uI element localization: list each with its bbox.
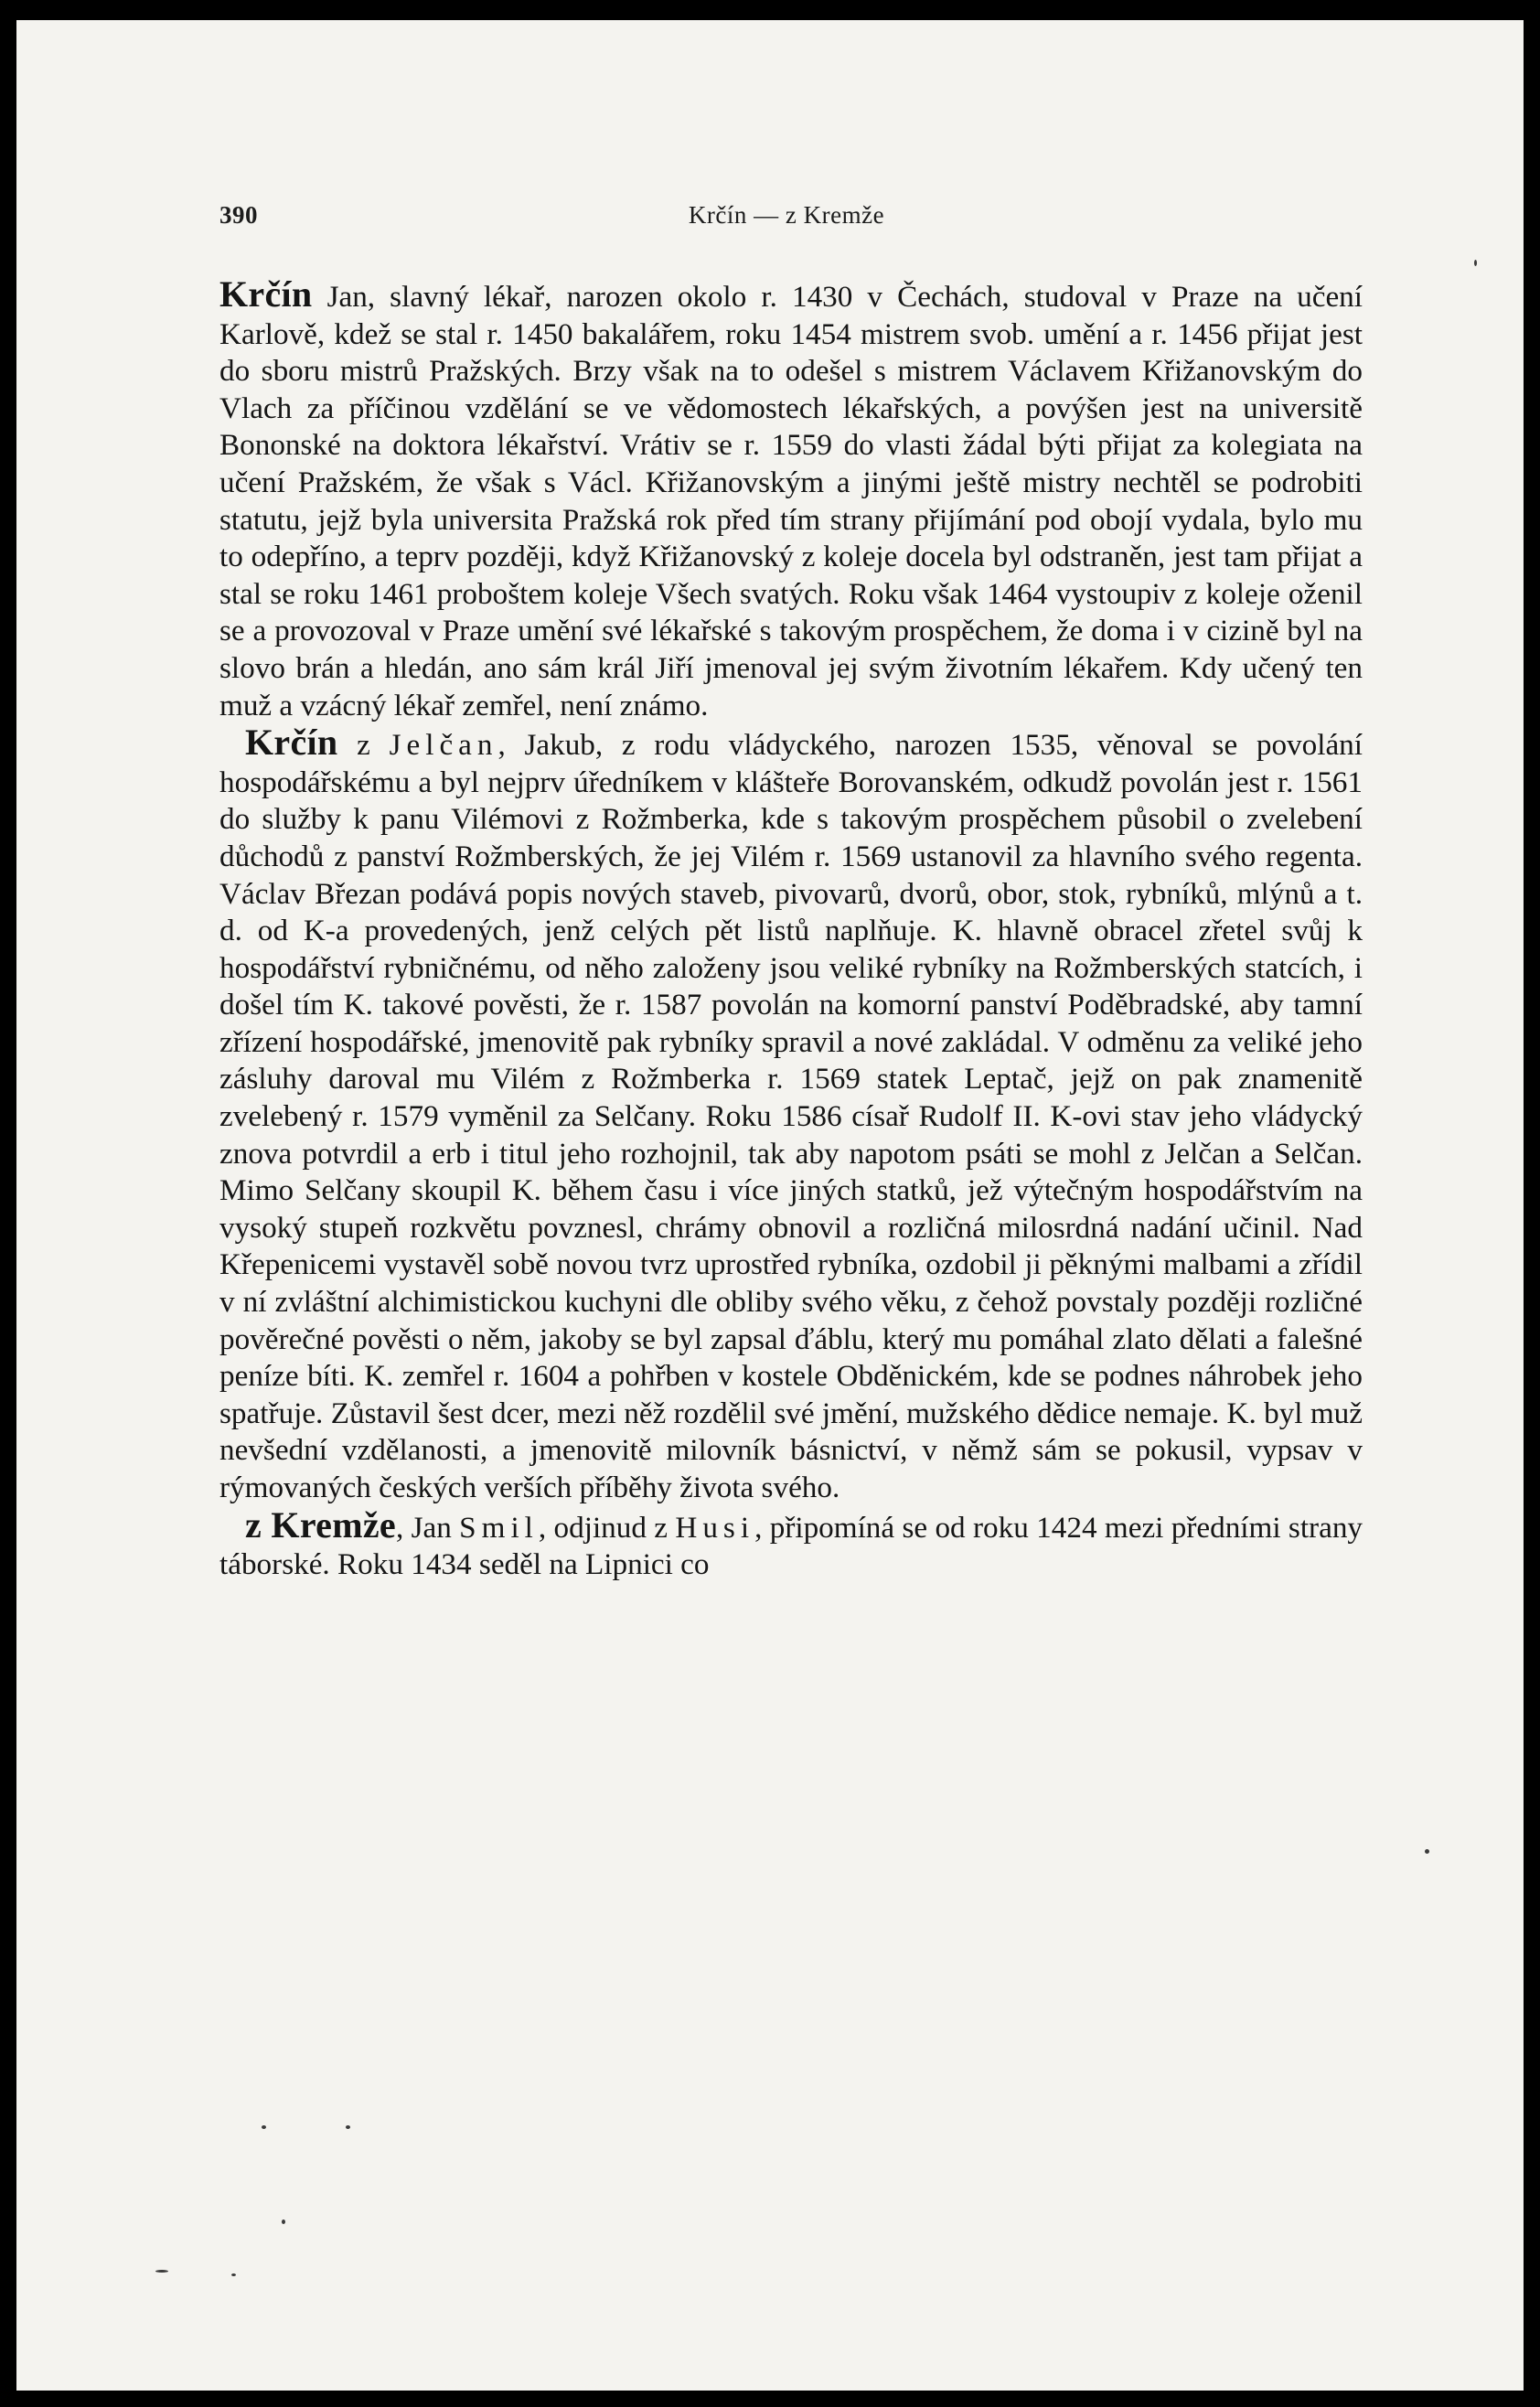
running-title: Krčín — z Kremže: [688, 201, 885, 229]
entry-spaced-name: Smil: [459, 1510, 539, 1545]
entry-body: , Jakub, z rodu vládyckého, narozen 1535, věnoval se povolání hospodářskému a byl nejprv úředníkem v klášteře Borovanském, odkudž povolán jest r. 1561 do služby k panu Vilémovi z Rožmberka, kde s takovým prospěchem působil o zvelebení důchodů z panství Rožmberských, že jej Vilém r. 1569 ustanovil za hlavního svého regenta. Václav Březan podává popis nových staveb, pivovarů, dvorů, obor, stok, rybníků, mlýnů a t. d. od K-a provedených, jenž celých pět listů naplňuje. K. hlavně obracel zřetel svůj k hospodářství rybničnému, od něho založeny jsou veliké rybníky na Rožmberských statcích, i došel tím K. takové pověsti, že r. 1587 povolán na komorní panství Poděbradské, aby tamní zřízení hospodářské, jmenovitě pak rybníky spravil a nové zakládal. V odměnu za veliké jeho zásluhy daroval mu Vilém z Rožmberka r. 1569 statek Leptač, jejž on pak znamenitě zvelebený r. 1579 vyměnil za Selčany. Roku 1586 císař Rudolf II. K-ovi stav jeho vládycký znova potvrdil a erb i titul jeho rozhojnil, tak aby napotom psáti se mohl z Jelčan a Selčan. Mimo Selčany skoupil K. během času i více jiných statků, jež výtečným hospodářstvím na vysoký stupeň rozkvětu povznesl, chrámy obnovil a rozličná milosrdná nadání učinil. Nad Křepenicemi vystavěl sobě novou tvrz uprostřed rybníka, ozdobil ji pěknými malbami a zřídil v ní zvláštní alchimistickou kuchyni dle obliby svého věku, z čehož povstaly později rozličné pověrečné pověsti o něm, jakoby se byl zapsal ďáblu, který mu pomáhal zlato dělati a falešné peníze bíti. K. zemřel r. 1604 a pohřben v kostele Obděnickém, kde se podnes náhrobek jeho spatřuje. Zůstavil šest dcer, mezi něž rozdělil své jmění, mužského dědice nemaje. K. byl muž nevšední vzdělanosti, a jmenovitě milovník básnictví, v němž sám se pokusil, vypsav v rýmovaných českých verších příběhy života svého.: [219, 728, 1363, 1504]
running-head: [219, 201, 1353, 238]
entry-lead: , Jan: [395, 1510, 460, 1545]
scan-speck: [231, 2273, 236, 2276]
entry-spaced-place: Husi: [675, 1510, 755, 1545]
scan-speck: [155, 2270, 168, 2273]
main-text: [219, 273, 1364, 1584]
entry-mid: , odjinud z: [538, 1510, 676, 1545]
entry-krcin-jan: [219, 273, 1363, 724]
book-page: [16, 20, 1524, 2391]
entry-headword: Krčín: [219, 273, 313, 315]
scan-speck: [1425, 1849, 1429, 1854]
scan-speck: [1474, 260, 1477, 266]
entry-krcin-jakub: [219, 724, 1363, 1506]
entry-body: , připomíná se od roku 1424 mezi předními strany táborské. Roku 1434 seděl na Lipnici co: [219, 1510, 1364, 1582]
scan-speck: [346, 2125, 350, 2129]
page-number: 390: [219, 201, 258, 229]
scan-speck: [282, 2220, 285, 2224]
scan-speck: [262, 2125, 266, 2129]
entry-headword: Krčín: [245, 722, 338, 764]
entry-z-kremze: [219, 1503, 1364, 1584]
entry-spaced-place: Jelčan: [389, 728, 498, 763]
entry-headword: z Kremže: [245, 1503, 396, 1546]
entry-lead: z: [337, 728, 390, 763]
entry-body: Jan, slavný lékař, narozen okolo r. 1430 v Čechách, studoval v Praze na učení Karlově, kdež se stal r. 1450 bakalářem, roku 1454 mistrem svob. umění a r. 1456 přijat jest do sboru mistrů Pražských. Brzy však na to odešel s mistrem Václavem Křižanovským do Vlach za příčinou vzdělání se ve vědomostech lékařských, a povýšen jest na universitě Bononské na doktora lékařství. Vrátiv se r. 1559 do vlasti žádal býti přijat za kolegiata na učení Pražském, že však s Václ. Křižanovským a jinými ještě mistry nechtěl se podrobiti statutu, jejž byla universita Pražská rok před tím strany přijímání pod obojí vydala, bylo mu to odepříno, a teprv později, když Křižanovský z koleje docela byl odstraněn, jest tam přijat a stal se roku 1461 proboštem koleje Všech svatých. Roku však 1464 vystoupiv z koleje oženil se a provozoval v Praze umění své lékařské s takovým prospěchem, že doma i v cizině byl na slovo brán a hledán, ano sám král Jiří jmenoval jej svým životním lékařem. Kdy učený ten muž a vzácný lékař zemřel, není známo.: [219, 280, 1363, 722]
